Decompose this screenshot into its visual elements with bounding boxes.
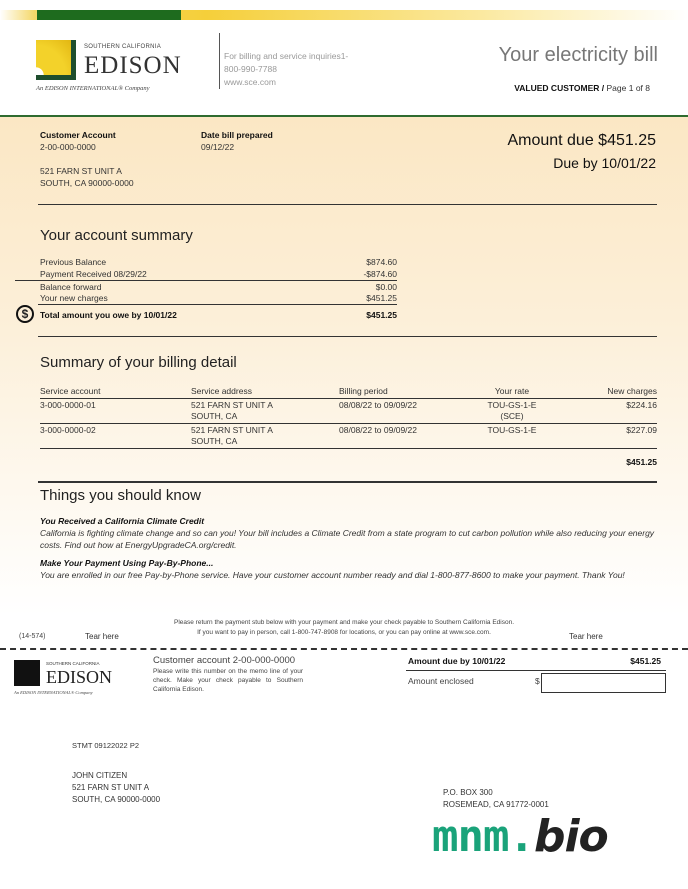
total-value: $451.25: [366, 310, 397, 320]
logo-tagline: An EDISON INTERNATIONAL® Company: [36, 85, 150, 92]
customer-page: [514, 83, 650, 94]
watermark-text: mnm.: [432, 811, 534, 862]
remit-address: [443, 787, 549, 811]
amount-due-block: [507, 130, 656, 174]
mailing-address: [72, 770, 160, 806]
stub-account: Customer account 2-00-000-0000: [153, 655, 296, 666]
address-line: P.O. BOX 300: [443, 788, 493, 797]
page-title: Your electricity bill: [498, 44, 658, 66]
row-label: Balance forward: [40, 282, 102, 292]
section-title: Things you should know: [40, 487, 201, 504]
address-line: 521 FARN ST UNIT A: [72, 783, 150, 792]
header-green-bar: [37, 10, 181, 20]
billing-total: $451.25: [626, 457, 657, 467]
cell: $224.16: [626, 400, 657, 410]
stub-amount-label: Amount due by 10/01/22: [408, 656, 506, 666]
column-header: Your rate: [494, 386, 530, 396]
row-label: Payment Received 08/29/22: [40, 269, 147, 279]
notice-body: You are enrolled in our free Pay-by-Phone service. Have your customer account number ready and dial 1-800-877-8600 to make your payment. Thank You!: [40, 570, 625, 580]
divider: [38, 481, 657, 483]
divider: [38, 336, 657, 337]
row-value: -$874.60: [363, 269, 397, 279]
row-label: Your new charges: [40, 293, 108, 303]
section-title: Summary of your billing detail: [40, 354, 237, 371]
divider: [219, 33, 220, 89]
total-label: Total amount you owe by 10/01/22: [40, 310, 177, 320]
stub-code: (14-574): [19, 633, 46, 640]
inquiry-phone: 800-990-7788: [224, 64, 277, 74]
summary-row: [40, 268, 397, 280]
account-block: [40, 129, 134, 189]
table-row: [40, 399, 657, 424]
divider: [406, 670, 666, 671]
date-label: Date bill prepared: [201, 130, 273, 140]
cell: [191, 425, 339, 447]
customer-name: VALUED CUSTOMER /: [514, 83, 605, 93]
due-date: Due by 10/01/22: [553, 155, 656, 171]
row-label: Previous Balance: [40, 257, 107, 267]
total-row: [40, 309, 397, 321]
rate: TOU-GS-1-E: [487, 400, 537, 410]
inquiry-line: For billing and service inquiries1-: [224, 51, 349, 61]
dollar-icon: $: [16, 305, 34, 323]
logo-text: EDISON: [84, 52, 182, 79]
amount-enclosed-label: Amount enclosed: [408, 676, 474, 686]
cell: $227.09: [626, 425, 657, 435]
address-line: ROSEMEAD, CA 91772-0001: [443, 800, 549, 809]
tear-line: [0, 648, 688, 650]
tear-label: Tear here: [569, 632, 603, 641]
inquiry-website[interactable]: www.sce.com: [224, 77, 276, 87]
notice-heading: Make Your Payment Using Pay-By-Phone...: [40, 558, 214, 568]
table-header: [40, 386, 657, 399]
amount-due: Amount due $451.25: [507, 132, 656, 149]
notice-heading: You Received a California Climate Credit: [40, 516, 205, 526]
logo-text: EDISON: [46, 667, 112, 687]
cell: [191, 400, 339, 422]
edison-logo-icon: [36, 40, 76, 80]
account-number: 2-00-000-0000: [40, 142, 96, 152]
stub-memo: Please write this number on the memo line of your check. Make your check payable to Southern California Edison.: [153, 668, 303, 693]
amount-enclosed-input[interactable]: [541, 673, 666, 693]
address-line: SOUTH, CA: [191, 411, 238, 421]
watermark-text: bio: [533, 811, 608, 862]
column-header: Billing period: [339, 386, 388, 396]
account-label: Customer Account: [40, 130, 116, 140]
cell: 08/08/22 to 09/09/22: [339, 400, 417, 410]
watermark: [432, 811, 608, 862]
date-value: 09/12/22: [201, 142, 235, 152]
notice-body: California is fighting climate change and so can you! Your bill includes a Climate Credit from a state program to cut carbon pollution while also reducing your energy costs. Find out how at EnergyUpgradeCA.org/credit.: [40, 528, 655, 550]
address-line: SOUTH, CA 90000-0000: [72, 795, 161, 804]
address-line: 521 FARN ST UNIT A: [191, 400, 273, 410]
divider: [38, 304, 397, 305]
date-block: [201, 129, 273, 153]
table-row: [40, 424, 657, 449]
notices: [40, 509, 660, 581]
address-line: SOUTH, CA: [191, 436, 238, 446]
address-line: 521 FARN ST UNIT A: [191, 425, 273, 435]
divider: [38, 204, 657, 205]
address-line: JOHN CITIZEN: [72, 771, 128, 780]
address-line: SOUTH, CA 90000-0000: [40, 178, 134, 188]
cell: TOU-GS-1-E: [487, 425, 537, 435]
edison-logo-icon: [14, 660, 40, 686]
row-value: $874.60: [366, 257, 397, 267]
row-value: $0.00: [375, 282, 397, 292]
stub-amount: $451.25: [630, 656, 661, 666]
stub-note: Please return the payment stub below with your payment and make your check payable to Southern California Edison.: [174, 619, 514, 626]
summary-row: [40, 292, 397, 304]
cell: 08/08/22 to 09/09/22: [339, 425, 417, 435]
address-line: 521 FARN ST UNIT A: [40, 166, 122, 176]
logo-small-text: SOUTHERN CALIFORNIA: [84, 44, 162, 50]
statement-code: STMT 09122022 P2: [72, 741, 139, 750]
page-number: Page 1 of 8: [606, 83, 650, 93]
tear-label: Tear here: [85, 632, 119, 641]
cell: 3-000-0000-02: [40, 425, 96, 435]
stub-note: If you want to pay in person, call 1-800-747-8908 for locations, or you can pay online at www.sce.com.: [197, 629, 491, 636]
cell: 3-000-0000-01: [40, 400, 96, 410]
billing-table: [40, 386, 657, 468]
column-header: Service account: [40, 386, 101, 396]
column-header: Service address: [191, 386, 252, 396]
inquiry-info: [224, 50, 348, 89]
summary-row: [40, 256, 397, 268]
column-header: New charges: [607, 386, 657, 396]
logo-small-text: SOUTHERN CALIFORNIA: [46, 661, 100, 666]
cell: [477, 400, 547, 422]
section-title: Your account summary: [40, 227, 193, 244]
dollar-sign: $: [535, 676, 540, 686]
rate: (SCE): [500, 411, 524, 421]
row-value: $451.25: [366, 293, 397, 303]
logo-tagline: An EDISON INTERNATIONAL® Company: [14, 690, 93, 695]
